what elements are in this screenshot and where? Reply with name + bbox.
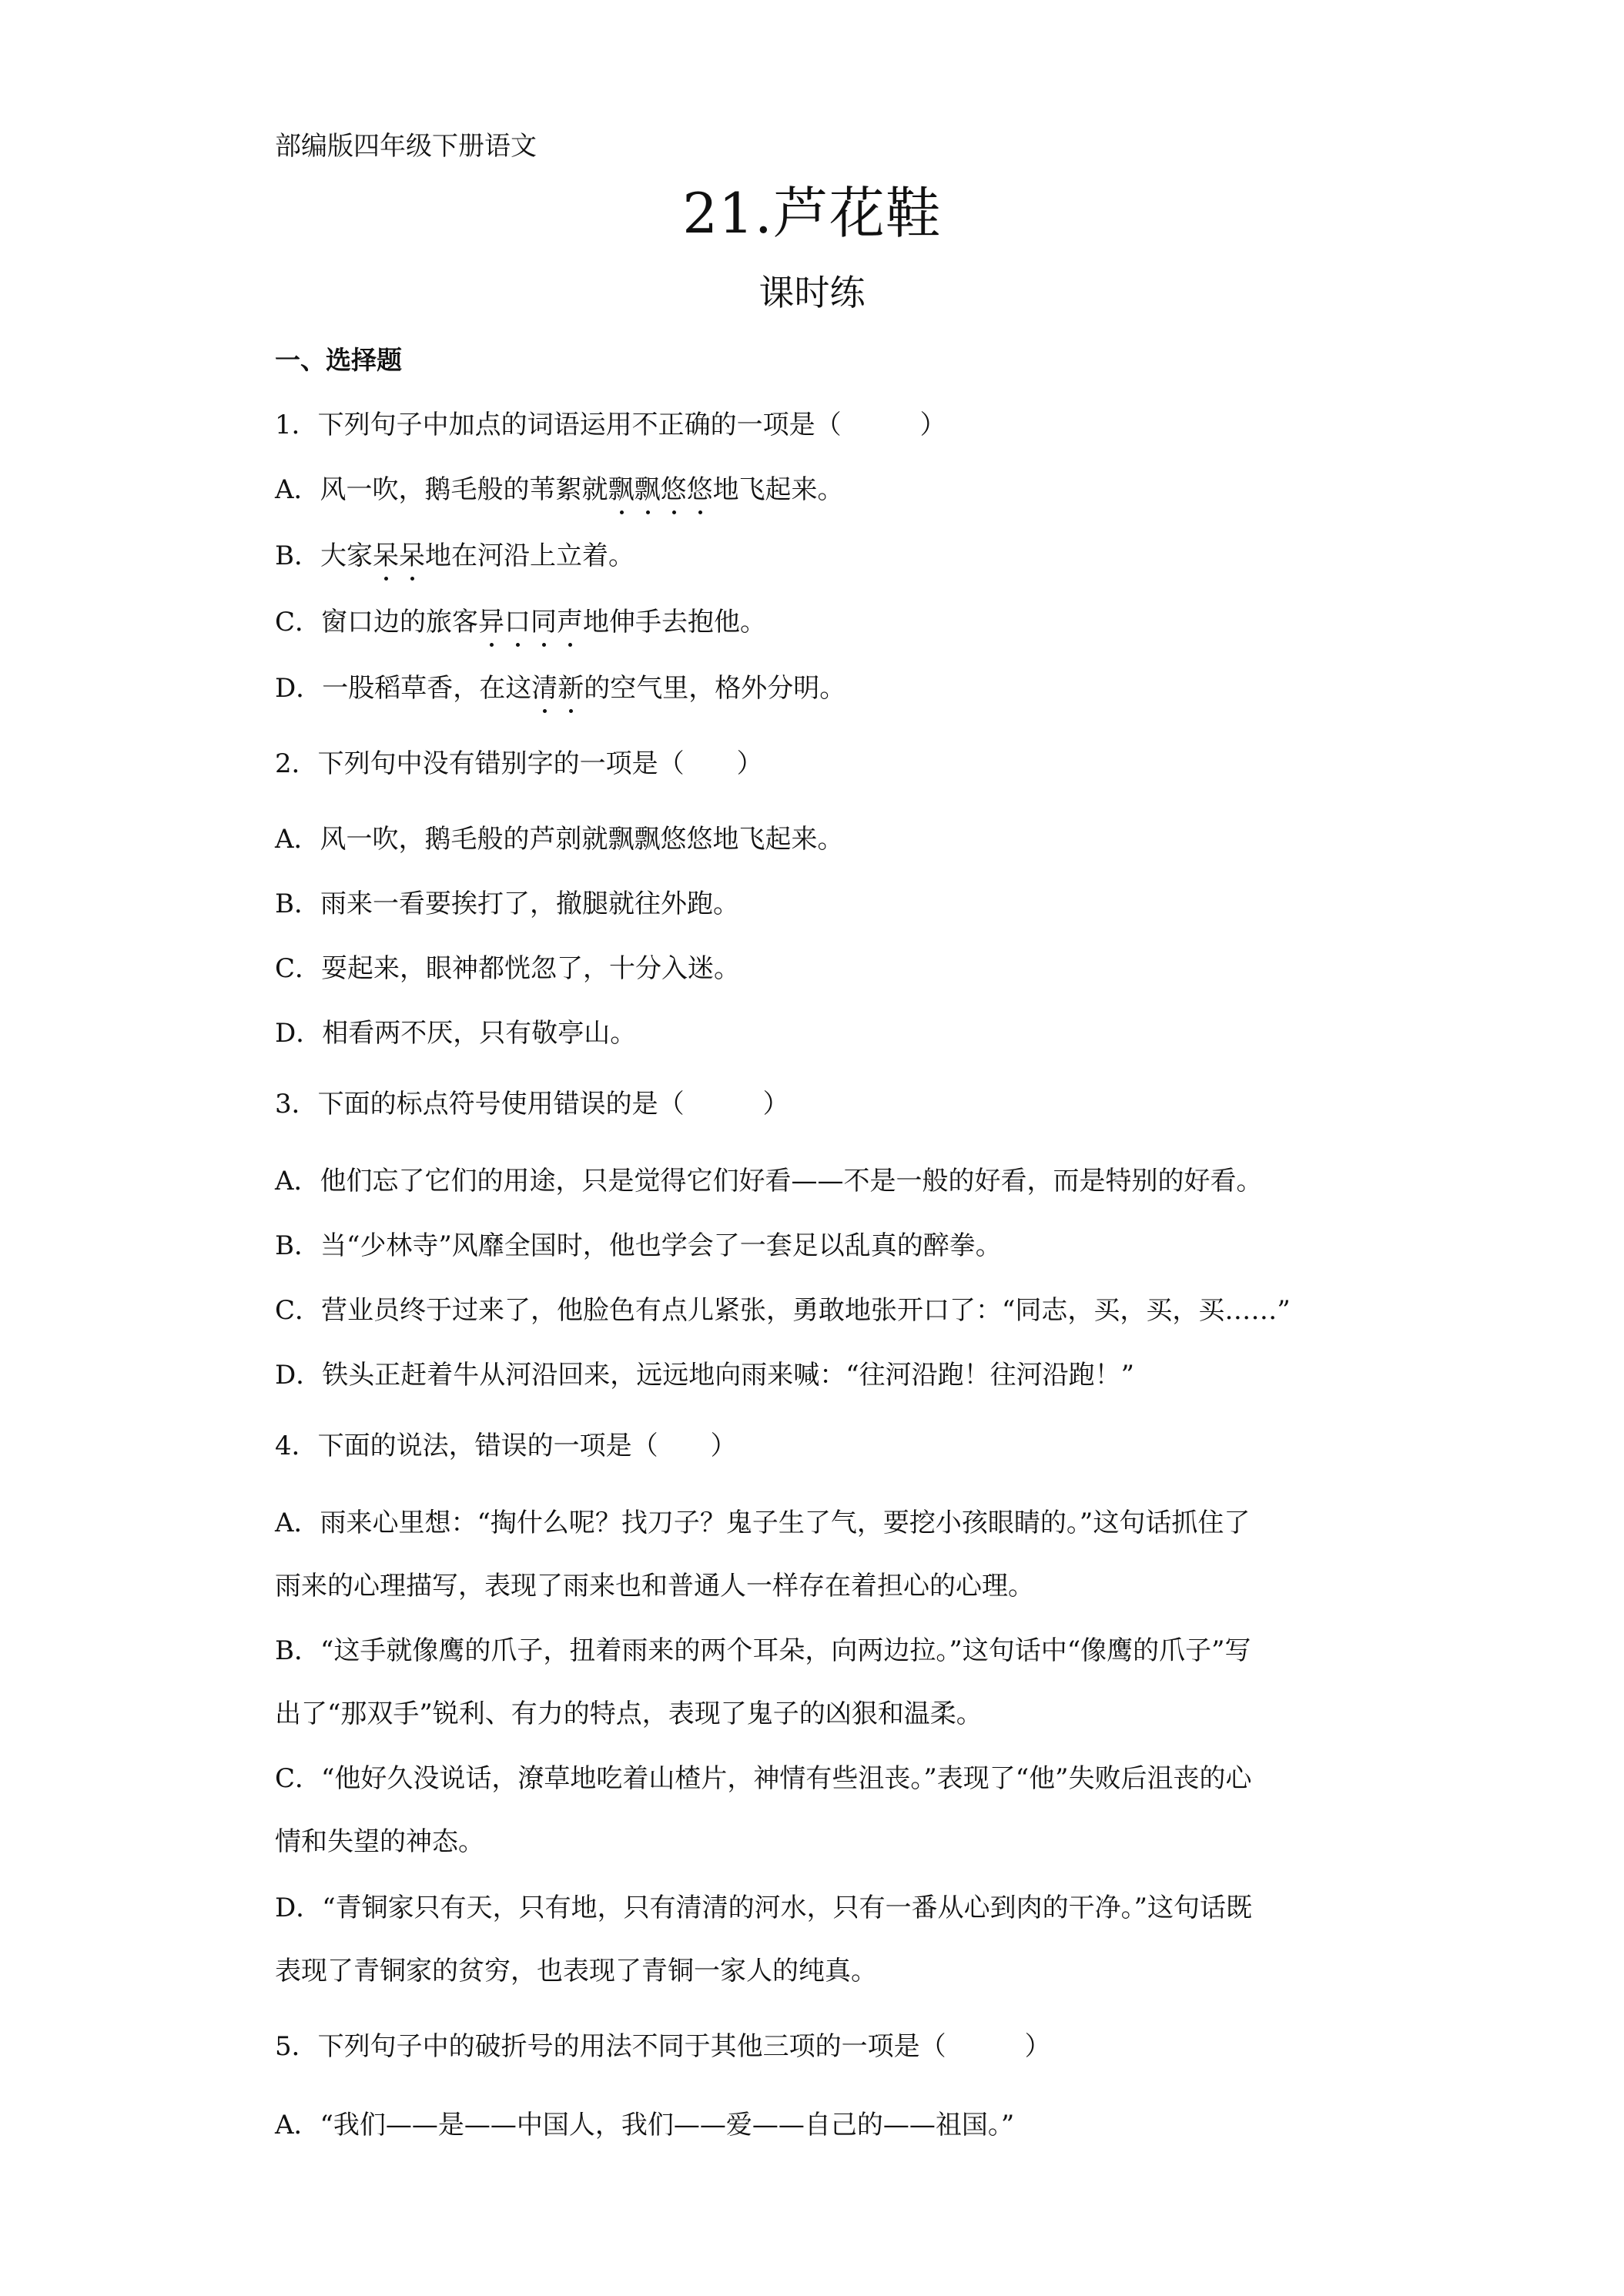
- question-stem: 2．下列句中没有错别字的一项是（ ）: [275, 748, 763, 779]
- dotted-char: 飘: [608, 474, 635, 505]
- dotted-char: 飘: [634, 474, 661, 505]
- question-stem: 4．下面的说法，错误的一项是（ ）: [275, 1431, 737, 1461]
- option-c-line-2: 情和失望的神态。: [275, 1826, 484, 1857]
- option-text: 地伸手去抱他。: [583, 607, 767, 638]
- question-stem: 3．下面的标点符号使用错误的是（ ）: [275, 1089, 789, 1120]
- dotted-word: [478, 607, 583, 638]
- option-b-line-1: B．“这手就像鹰的爪子，扭着雨来的两个耳朵，向两边拉。”这句话中“像鹰的爪子”写: [275, 1635, 1251, 1666]
- option-text: 地飞起来。: [712, 474, 844, 505]
- option-text: 地在河沿上立着。: [425, 541, 635, 571]
- option-a-line-1: A．雨来心里想：“掏什么呢？找刀子？鬼子生了气，要挖小孩眼睛的。”这句话抓住了: [275, 1508, 1251, 1538]
- option-c: C．耍起来，眼神都恍忽了，十分入迷。: [275, 953, 741, 984]
- dotted-word: [608, 474, 713, 505]
- option-text: C．窗口边的旅客: [275, 607, 479, 638]
- option-d-line-1: D．“青铜家只有天，只有地，只有清清的河水，只有一番从心到肉的干净。”这句话既: [275, 1893, 1253, 1923]
- option-b-line-2: 出了“那双手”锐利、有力的特点，表现了鬼子的凶狠和温柔。: [275, 1699, 983, 1729]
- option-text: 的空气里，格外分明。: [584, 673, 846, 704]
- dotted-char: 异: [478, 607, 505, 638]
- lesson-subtitle: 课时练: [758, 272, 866, 313]
- option-c: C．营业员终于过来了，他脸色有点儿紧张，勇敢地张开口了：“同志，买，买，买……”: [275, 1295, 1291, 1326]
- option-a-line-2: 雨来的心理描写，表现了雨来也和普通人一样存在着担心的心理。: [275, 1571, 1034, 1602]
- dotted-char: 清: [531, 673, 558, 704]
- option-c-line-1: C．“他好久没说话，潦草地吃着山楂片，神情有些沮丧。”表现了“他”失败后沮丧的心: [275, 1763, 1252, 1794]
- question-stem: 5．下列句子中的破折号的用法不同于其他三项的一项是（ ）: [275, 2031, 1051, 2062]
- option-text: D．一股稻草香，在这: [275, 673, 532, 704]
- lesson-title: 21.芦花鞋: [682, 181, 942, 246]
- dotted-char: 呆: [373, 541, 399, 571]
- option-d: D．铁头正赶着牛从河沿回来，远远地向雨来喊：“往河沿跑！往河沿跑！”: [275, 1360, 1135, 1391]
- grade-label: 部编版四年级下册语文: [275, 131, 537, 162]
- option-a: A．他们忘了它们的用途，只是觉得它们好看——不是一般的好看，而是特别的好看。: [275, 1166, 1263, 1197]
- option-d: [275, 671, 845, 705]
- option-d: D．相看两不厌，只有敬亭山。: [275, 1018, 637, 1049]
- dotted-char: 悠: [686, 474, 713, 505]
- dotted-word: [531, 673, 584, 704]
- option-d-line-2: 表现了青铜家的贫穷，也表现了青铜一家人的纯真。: [275, 1956, 877, 1986]
- section-heading: 一、选择题: [275, 345, 402, 375]
- option-text: A．风一吹，鹅毛般的苇絮就: [275, 474, 608, 505]
- question-stem: 1．下列句子中加点的词语运用不正确的一项是（ ）: [275, 410, 946, 440]
- option-a: [275, 473, 844, 507]
- dotted-char: 同: [531, 607, 558, 638]
- option-a: A．风一吹，鹅毛般的芦剠就飘飘悠悠地飞起来。: [275, 824, 844, 855]
- option-c: [275, 605, 766, 639]
- dotted-char: 呆: [399, 541, 425, 571]
- dotted-char: 声: [557, 607, 584, 638]
- dotted-char: 口: [504, 607, 531, 638]
- option-text: B．大家: [275, 541, 373, 571]
- dotted-char: 悠: [660, 474, 687, 505]
- dotted-word: [373, 541, 425, 571]
- option-a: A．“我们——是——中国人，我们——爱——自己的——祖国。”: [275, 2110, 1015, 2140]
- option-b: B．当“少林寺”风靡全国时，他也学会了一套足以乱真的醉拳。: [275, 1230, 1002, 1261]
- option-b: [275, 539, 635, 573]
- dotted-char: 新: [558, 673, 584, 704]
- option-b: B．雨来一看要挨打了，撤腿就往外跑。: [275, 889, 739, 919]
